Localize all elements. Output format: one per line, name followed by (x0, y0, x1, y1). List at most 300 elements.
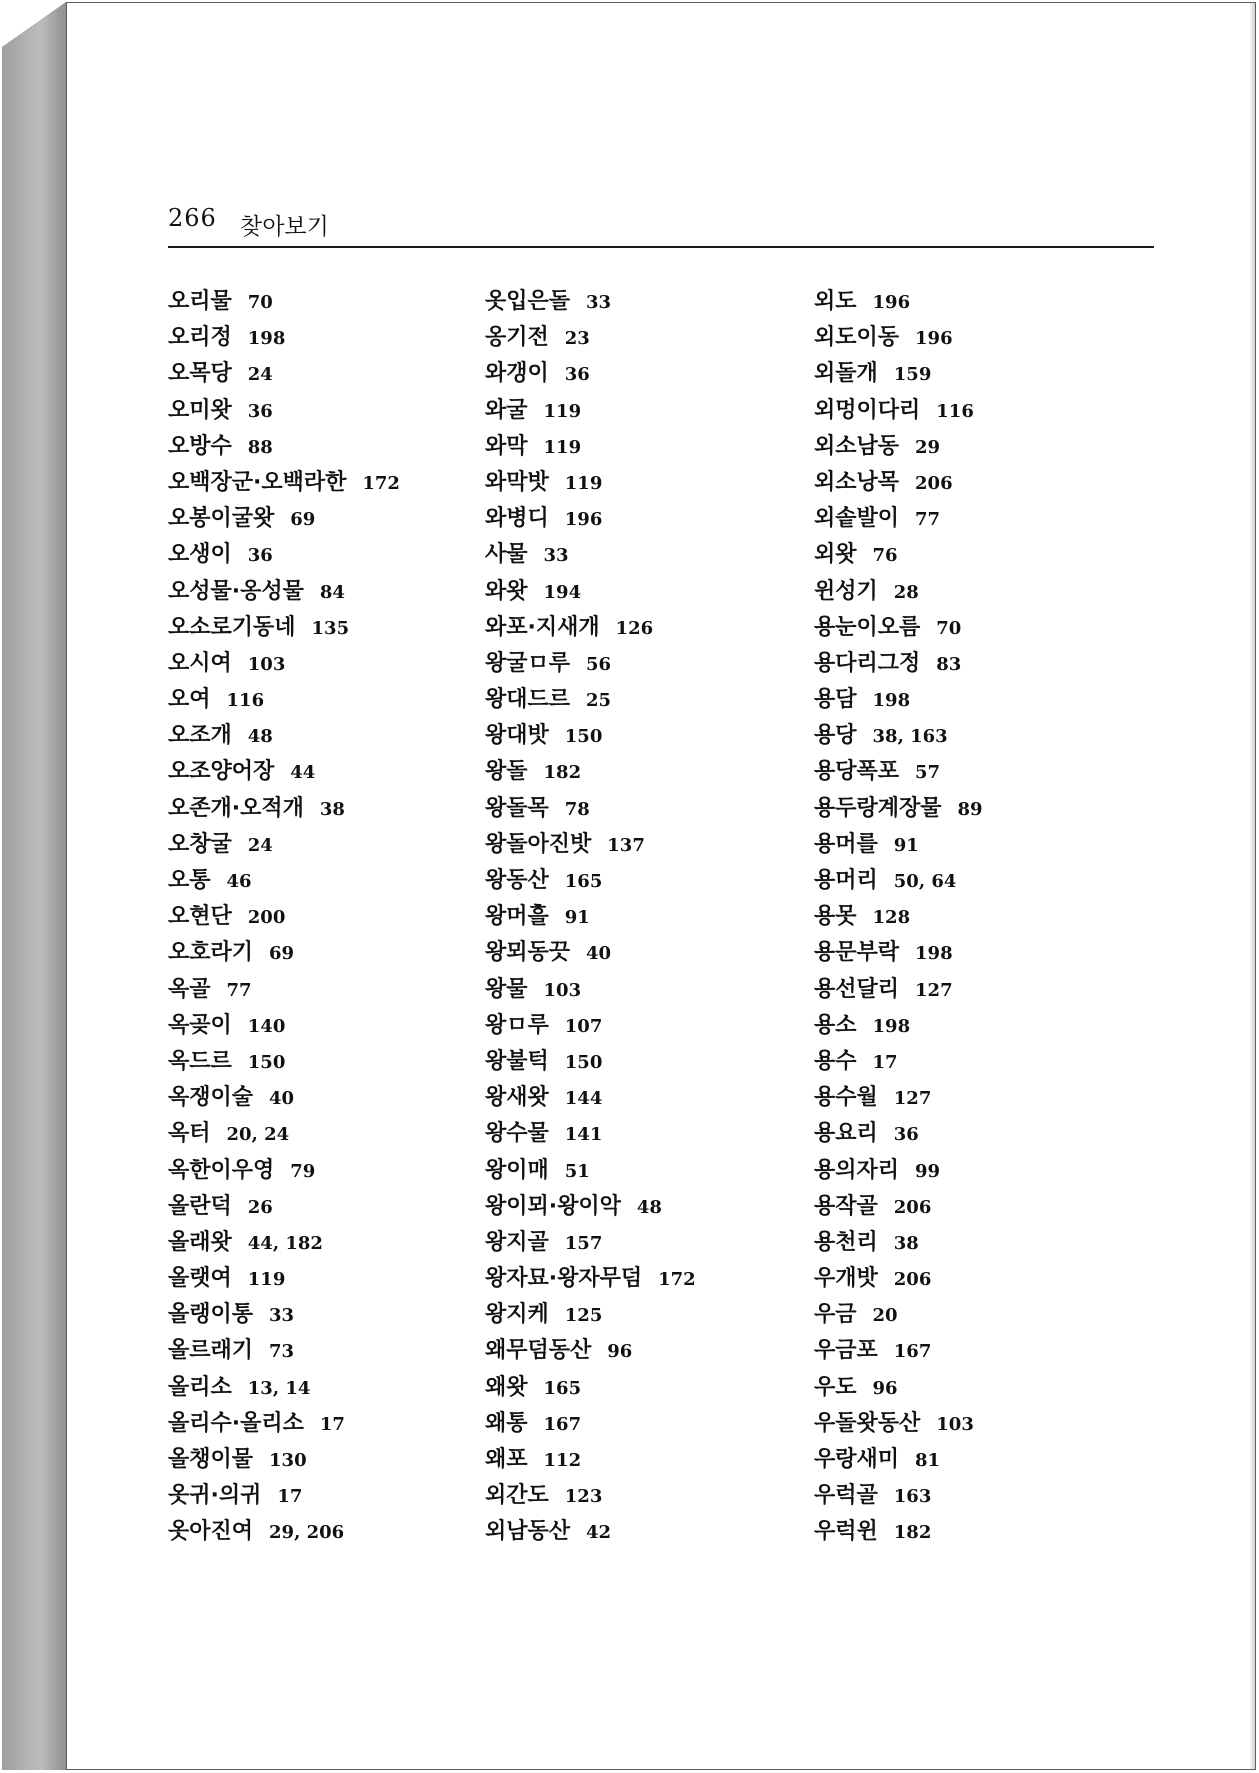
index-term: 우돌왓동산 (814, 1410, 921, 1436)
index-page-refs: 44, 182 (247, 1232, 323, 1254)
index-term: 오봉이굴왓 (168, 506, 275, 532)
index-term: 외소남동 (814, 433, 900, 459)
index-entry (485, 320, 785, 356)
index-term: 왜통 (485, 1410, 528, 1436)
index-entry (168, 574, 468, 610)
index-term: 용요리 (814, 1121, 878, 1147)
index-page-refs: 29, 206 (269, 1522, 345, 1544)
index-entry (168, 682, 468, 718)
index-entry (814, 356, 1144, 392)
index-page-refs: 36 (564, 364, 590, 386)
index-term: 외돌개 (814, 361, 878, 387)
book-spine (2, 2, 66, 1770)
index-page-refs: 116 (226, 690, 265, 712)
index-entry (168, 537, 468, 573)
index-term: 옥한이우영 (168, 1157, 275, 1183)
index-page-refs: 29 (915, 436, 941, 458)
index-term: 왕지골 (485, 1229, 549, 1255)
index-page-refs: 36 (247, 400, 273, 422)
index-entry (814, 1514, 1144, 1550)
index-entry (485, 682, 785, 718)
index-entry (814, 393, 1144, 429)
index-term: 외솥발이 (814, 506, 900, 532)
index-page-refs: 57 (915, 762, 941, 784)
index-term: 용소 (814, 1012, 857, 1038)
index-term: 옥골 (168, 976, 211, 1002)
index-term: 오방수 (168, 433, 232, 459)
index-entry (814, 1406, 1144, 1442)
index-page-refs: 78 (564, 798, 590, 820)
index-entry (814, 1442, 1144, 1478)
index-term: 올챙이물 (168, 1447, 254, 1472)
index-entry (485, 1514, 785, 1550)
index-entry (485, 972, 785, 1008)
index-term: 옷귀·의귀 (168, 1483, 262, 1509)
page-number: 266 (168, 204, 217, 232)
index-entry (485, 574, 785, 610)
index-term: 왕돌아진밧 (485, 831, 592, 857)
index-entry (485, 1225, 785, 1261)
index-term: 와막밧 (485, 469, 549, 495)
index-term: 용당폭포 (814, 759, 900, 785)
index-entry (485, 501, 785, 537)
index-page-refs: 89 (957, 798, 983, 820)
index-term: 오백장군·오백라한 (168, 469, 347, 495)
index-entry (168, 1080, 468, 1116)
index-term: 외남동산 (485, 1519, 571, 1545)
index-page-refs: 119 (247, 1269, 286, 1291)
index-term: 용다리그정 (814, 650, 921, 676)
index-page-refs: 119 (543, 436, 582, 458)
index-page-refs: 38 (319, 798, 345, 820)
index-term: 용머리 (814, 868, 878, 893)
index-term: 우럭윈 (814, 1519, 878, 1545)
index-term: 오여 (168, 687, 211, 713)
index-term: 용눈이오름 (814, 614, 921, 640)
index-term: 올래왓 (168, 1229, 232, 1255)
index-term: 옥쟁이술 (168, 1085, 254, 1111)
index-entry (168, 827, 468, 863)
index-entry (485, 718, 785, 754)
index-entry (814, 1478, 1144, 1514)
index-entry (814, 791, 1144, 827)
index-term: 와병디 (485, 506, 549, 532)
index-page-refs: 33 (586, 292, 612, 313)
index-entry (485, 610, 785, 646)
index-term: 오성물·옹성물 (168, 578, 304, 604)
index-term: 올리소 (168, 1374, 232, 1400)
index-entry (814, 1116, 1144, 1152)
index-term: 옥터 (168, 1121, 211, 1147)
index-page-refs: 182 (543, 762, 582, 784)
index-entry (814, 1333, 1144, 1369)
index-term: 왕자묘·왕자무덤 (485, 1266, 643, 1292)
page-header (168, 200, 1154, 248)
index-page-refs: 157 (564, 1232, 603, 1254)
index-page-refs: 40 (269, 1088, 295, 1110)
index-entry (485, 1370, 785, 1406)
index-page-refs: 198 (872, 690, 911, 712)
index-term: 용작골 (814, 1193, 878, 1219)
index-entry (485, 754, 785, 790)
index-page-refs: 119 (564, 472, 603, 494)
index-page-refs: 119 (543, 400, 582, 422)
index-entry (168, 1297, 468, 1333)
index-page-refs: 206 (893, 1269, 932, 1291)
index-page-refs: 137 (607, 834, 645, 856)
index-page-refs: 112 (543, 1450, 582, 1471)
index-term: 왕동산 (485, 868, 549, 893)
index-term: 우개밧 (814, 1266, 878, 1292)
index-page-refs: 200 (247, 907, 286, 929)
index-entry (485, 537, 785, 573)
index-entry (168, 718, 468, 754)
index-term: 왕수물 (485, 1121, 549, 1147)
index-page-refs: 77 (226, 979, 252, 1001)
index-entry (485, 1189, 785, 1225)
index-term: 왕이뫼·왕이악 (485, 1193, 621, 1219)
index-term: 용천리 (814, 1229, 878, 1255)
index-page-refs: 24 (247, 834, 273, 856)
index-term: 용담 (814, 687, 857, 713)
index-term: 용당 (814, 723, 857, 749)
index-entry (168, 1514, 468, 1550)
index-term: 오리물 (168, 289, 232, 314)
index-page-refs: 196 (915, 328, 953, 350)
index-entry (485, 465, 785, 501)
running-title: 찾아보기 (240, 214, 329, 240)
index-entry (168, 356, 468, 392)
index-term: 외간도 (485, 1483, 549, 1509)
index-page-refs: 69 (269, 943, 295, 965)
index-term: 오목당 (168, 361, 232, 387)
index-term: 외도이동 (814, 325, 900, 351)
index-term: 윈성기 (814, 578, 878, 604)
index-entry (814, 574, 1144, 610)
index-entry (814, 754, 1144, 790)
index-page-refs: 141 (564, 1124, 603, 1146)
index-entry (485, 1442, 785, 1478)
index-entry (814, 429, 1144, 465)
index-term: 왕뫼동끗 (485, 940, 571, 966)
index-term: 왜왓 (485, 1374, 528, 1400)
index-term: 옹기전 (485, 325, 549, 351)
index-page-refs: 103 (247, 653, 286, 675)
index-page-refs: 70 (936, 617, 962, 639)
index-entry (485, 284, 785, 320)
index-page-refs: 33 (543, 545, 569, 567)
index-page-refs: 172 (362, 472, 400, 494)
index-page-refs: 196 (564, 509, 603, 531)
index-term: 왕머흘 (485, 904, 549, 930)
index-page-refs: 13, 14 (247, 1377, 311, 1399)
index-entry (814, 1225, 1144, 1261)
index-entry (814, 537, 1144, 573)
index-term: 용의자리 (814, 1157, 900, 1183)
index-page-refs: 196 (872, 292, 911, 313)
index-term: 올란덕 (168, 1193, 232, 1219)
index-term: 왕새왓 (485, 1085, 549, 1111)
index-page-refs: 194 (543, 581, 582, 603)
index-term: 용못 (814, 904, 857, 930)
index-term: 오리정 (168, 325, 232, 351)
index-entry (168, 320, 468, 356)
index-entry (485, 646, 785, 682)
index-page-refs: 144 (564, 1088, 603, 1110)
index-page-refs: 17 (872, 1051, 898, 1073)
index-page-refs: 84 (319, 581, 345, 603)
index-term: 용두랑계장물 (814, 795, 942, 821)
index-page-refs: 96 (607, 1341, 633, 1363)
index-entry (814, 1153, 1144, 1189)
index-page-refs: 25 (586, 690, 612, 712)
index-term: 사물 (485, 542, 528, 568)
index-entry (485, 1080, 785, 1116)
index-entry (485, 791, 785, 827)
index-page-refs: 206 (893, 1196, 932, 1218)
index-page-refs: 125 (564, 1305, 603, 1327)
index-entry (814, 972, 1144, 1008)
index-page-refs: 116 (936, 400, 974, 422)
index-page-refs: 182 (893, 1522, 932, 1544)
index-page-refs: 26 (247, 1196, 273, 1218)
index-term: 올랫여 (168, 1266, 232, 1292)
index-entry (485, 935, 785, 971)
index-term: 외도 (814, 289, 857, 314)
index-term: 왕대드르 (485, 687, 571, 713)
index-page-refs: 20, 24 (226, 1124, 290, 1146)
index-entry (485, 1297, 785, 1333)
index-page-refs: 140 (247, 1015, 286, 1037)
index-page-refs: 91 (564, 907, 590, 929)
index-entry (168, 284, 468, 320)
index-page-refs: 36 (893, 1124, 919, 1146)
index-page-refs: 127 (893, 1088, 932, 1110)
index-page-refs: 79 (290, 1160, 316, 1182)
index-page-refs: 91 (893, 834, 919, 856)
index-page-refs: 150 (247, 1051, 286, 1073)
index-page-refs: 127 (915, 979, 953, 1001)
index-entry (485, 1044, 785, 1080)
page-edge (1249, 3, 1255, 1769)
index-term: 올르래기 (168, 1338, 254, 1364)
index-entry (168, 754, 468, 790)
index-term: 우금포 (814, 1338, 878, 1364)
index-term: 용수 (814, 1048, 857, 1074)
index-page-refs: 51 (564, 1160, 590, 1182)
index-page-refs: 123 (564, 1486, 603, 1508)
index-term: 오생이 (168, 542, 232, 568)
index-term: 용문부락 (814, 940, 900, 966)
index-entry (814, 284, 1144, 320)
index-page-refs: 23 (564, 328, 590, 350)
index-term: 와왓 (485, 578, 528, 604)
index-term: 와굴 (485, 397, 528, 423)
index-term: 오통 (168, 868, 211, 893)
index-entry (814, 863, 1144, 899)
index-term: 와막 (485, 433, 528, 459)
index-term: 왕물 (485, 976, 528, 1002)
index-entry (168, 1261, 468, 1297)
index-term: 왕대밧 (485, 723, 549, 749)
index-term: 우랑새미 (814, 1447, 900, 1472)
index-term: 옥드르 (168, 1048, 232, 1074)
index-page-refs: 56 (586, 653, 612, 675)
index-page-refs: 99 (915, 1160, 941, 1182)
index-entry (168, 1225, 468, 1261)
index-page-refs: 88 (247, 436, 273, 458)
index-term: 왕이매 (485, 1157, 549, 1183)
index-entry (485, 1008, 785, 1044)
index-page-refs: 48 (247, 726, 273, 748)
index-entry (168, 1189, 468, 1225)
index-entry (168, 393, 468, 429)
index-entry (168, 935, 468, 971)
index-page-refs: 38 (893, 1232, 919, 1254)
index-entry (168, 501, 468, 537)
index-page-refs: 198 (872, 1015, 911, 1037)
index-page-refs: 40 (586, 943, 612, 965)
index-term: 왜포 (485, 1447, 528, 1472)
index-term: 용선달리 (814, 976, 900, 1002)
index-entry (168, 1116, 468, 1152)
index-page-refs: 83 (936, 653, 962, 675)
index-entry (485, 393, 785, 429)
index-page-refs: 77 (915, 509, 941, 531)
index-entry (814, 1008, 1144, 1044)
index-entry (814, 1297, 1144, 1333)
index-page-refs: 36 (247, 545, 273, 567)
index-entry (168, 465, 468, 501)
index-entry (814, 899, 1144, 935)
index-entry (168, 899, 468, 935)
index-term: 옷아진여 (168, 1519, 254, 1545)
index-term: 왕ㅁ루 (485, 1012, 549, 1038)
index-term: 오현단 (168, 904, 232, 930)
index-term: 왕돌목 (485, 795, 549, 821)
index-entry (485, 1261, 785, 1297)
index-entry (814, 501, 1144, 537)
index-page-refs: 50, 64 (893, 871, 957, 892)
index-entry (168, 1008, 468, 1044)
index-entry (485, 1478, 785, 1514)
index-page-refs: 165 (543, 1377, 582, 1399)
index-page-refs: 69 (290, 509, 316, 531)
index-term: 왕굴ㅁ루 (485, 650, 571, 676)
index-page-refs: 163 (893, 1486, 932, 1508)
index-entry (485, 356, 785, 392)
index-page-refs: 81 (915, 1450, 941, 1471)
index-term: 올랭이통 (168, 1302, 254, 1328)
index-term: 오창굴 (168, 831, 232, 857)
index-term: 왕지케 (485, 1302, 549, 1328)
index-term: 오미왓 (168, 397, 232, 423)
index-entry (814, 320, 1144, 356)
index-term: 와포·지새개 (485, 614, 600, 640)
index-term: 오조개 (168, 723, 232, 749)
index-entry (485, 429, 785, 465)
index-page-refs: 76 (872, 545, 898, 567)
index-page-refs: 70 (247, 292, 273, 313)
index-page-refs: 165 (564, 871, 603, 892)
index-term: 용수월 (814, 1085, 878, 1111)
index-page-refs: 96 (872, 1377, 898, 1399)
index-entry (814, 718, 1144, 754)
index-page-refs: 17 (277, 1486, 303, 1508)
index-term: 왕돌 (485, 759, 528, 785)
index-term: 우도 (814, 1374, 857, 1400)
index-page-refs: 126 (615, 617, 654, 639)
index-entry (485, 863, 785, 899)
index-term: 우럭골 (814, 1483, 878, 1509)
index-term: 외멍이다리 (814, 397, 921, 423)
index-term: 용머를 (814, 831, 878, 857)
index-entry (485, 1116, 785, 1152)
index-entry (485, 1406, 785, 1442)
index-term: 옷입은돌 (485, 289, 571, 314)
index-entry (814, 465, 1144, 501)
index-entry (485, 1333, 785, 1369)
index-page-refs: 167 (893, 1341, 932, 1363)
index-page-refs: 48 (636, 1196, 662, 1218)
index-entry (168, 1153, 468, 1189)
index-page-refs: 150 (564, 726, 603, 748)
index-term: 외왓 (814, 542, 857, 568)
index-page-refs: 172 (658, 1269, 696, 1291)
index-term: 우금 (814, 1302, 857, 1328)
index-entry (168, 1044, 468, 1080)
index-page-refs: 128 (872, 907, 911, 929)
index-page-refs: 135 (311, 617, 350, 639)
index-entry (814, 1080, 1144, 1116)
index-page-refs: 198 (247, 328, 286, 350)
index-page-refs: 33 (269, 1305, 295, 1327)
index-page-refs: 150 (564, 1051, 603, 1073)
index-entry (485, 827, 785, 863)
index-entry (168, 610, 468, 646)
index-page-refs: 20 (872, 1305, 898, 1327)
index-term: 오호라기 (168, 940, 254, 966)
index-page-refs: 46 (226, 871, 252, 892)
index-page-refs: 103 (936, 1413, 974, 1435)
index-entry (814, 1261, 1144, 1297)
index-entry (168, 1406, 468, 1442)
index-entry (814, 610, 1144, 646)
index-term: 왕불턱 (485, 1048, 549, 1074)
index-page-refs: 198 (915, 943, 953, 965)
index-entry (814, 1044, 1144, 1080)
index-term: 옥곶이 (168, 1012, 232, 1038)
index-page-refs: 159 (893, 364, 932, 386)
index-page-refs: 42 (586, 1522, 612, 1544)
index-entry (814, 646, 1144, 682)
index-entry (814, 1370, 1144, 1406)
index-entry (485, 1153, 785, 1189)
index-entry (168, 1333, 468, 1369)
index-term: 오소로기동네 (168, 614, 296, 640)
index-page-refs: 73 (269, 1341, 295, 1363)
index-entry (814, 1189, 1144, 1225)
index-page-refs: 38, 163 (872, 726, 948, 748)
index-page-refs: 17 (319, 1413, 345, 1435)
index-entry (168, 646, 468, 682)
index-entry (168, 972, 468, 1008)
index-page-refs: 24 (247, 364, 273, 386)
index-column-1 (168, 284, 468, 1551)
index-entry (814, 682, 1144, 718)
index-page-refs: 167 (543, 1413, 582, 1435)
index-column-3 (814, 284, 1144, 1551)
